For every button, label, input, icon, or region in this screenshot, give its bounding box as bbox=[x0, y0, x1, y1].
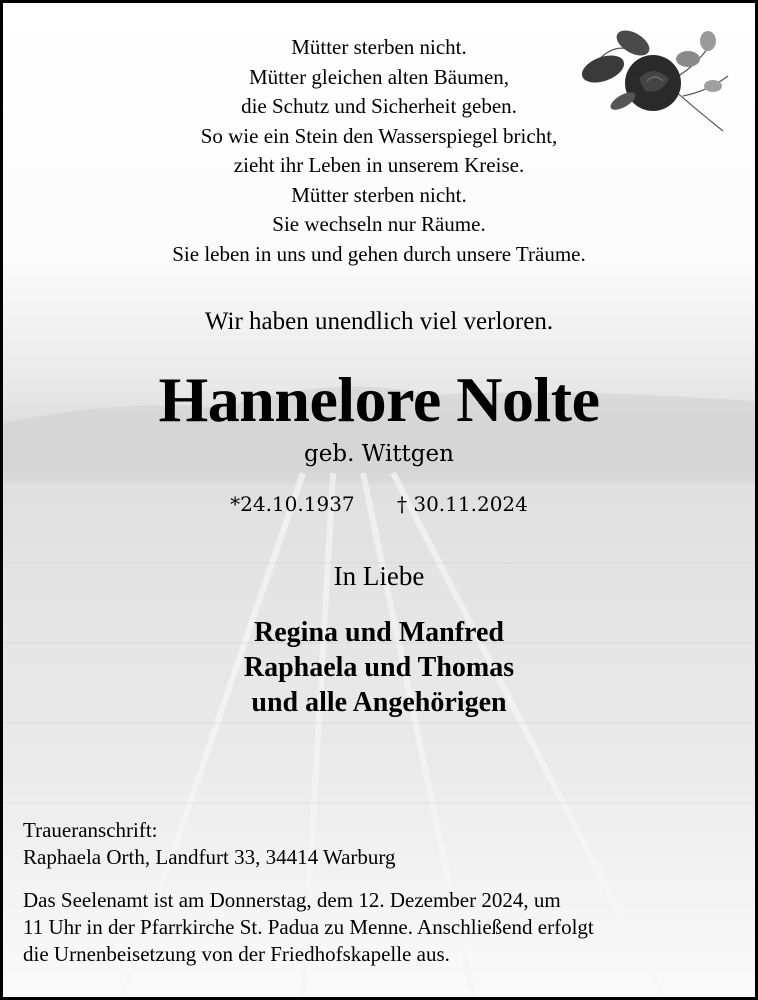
life-dates bbox=[3, 492, 755, 516]
lost-line: Wir haben unendlich viel verloren. bbox=[204, 308, 554, 335]
birth-date: *24.10.1937 bbox=[230, 492, 355, 516]
death-date: † 30.11.2024 bbox=[397, 492, 528, 516]
mourning-address bbox=[23, 817, 396, 871]
poem-line: Sie wechseln nur Räume. bbox=[272, 212, 486, 236]
poem-line: Mütter sterben nicht. bbox=[291, 182, 467, 207]
service-notice bbox=[23, 887, 743, 968]
poem-line: zieht ihr Leben in unserem Kreise. bbox=[233, 153, 525, 177]
love-line: In Liebe bbox=[333, 561, 425, 591]
notice-line: 11 Uhr in der Pfarrkirche St. Padua zu Menne. Anschließend erfolgt bbox=[23, 915, 594, 939]
deceased-name: Hannelore Nolte bbox=[158, 364, 600, 435]
poem-line: Mütter sterben nicht. bbox=[291, 35, 467, 59]
mourner-line: Raphaela und Thomas bbox=[243, 652, 515, 683]
poem-line: Mütter gleichen alten Bäumen, bbox=[248, 64, 510, 89]
notice-line: die Urnenbeisetzung von der Friedhofskapelle aus. bbox=[23, 942, 450, 966]
mourners bbox=[3, 615, 755, 720]
poem-line: die Schutz und Sicherheit geben. bbox=[241, 94, 517, 118]
poem-line: So wie ein Stein den Wasserspiegel bricht, bbox=[200, 123, 558, 148]
poem bbox=[3, 33, 755, 269]
mourner-line: Regina und Manfred bbox=[254, 617, 504, 648]
address-label: Traueranschrift: bbox=[23, 818, 158, 842]
maiden-name: geb. Wittgen bbox=[304, 441, 454, 467]
address-line: Raphaela Orth, Landfurt 33, 34414 Warburg bbox=[23, 845, 396, 869]
notice-line: Das Seelenamt ist am Donnerstag, dem 12. Dezember 2024, um bbox=[23, 888, 561, 912]
mourner-line: und alle Angehörigen bbox=[251, 687, 507, 718]
poem-line: Sie leben in uns und gehen durch unsere Träume. bbox=[172, 241, 586, 266]
